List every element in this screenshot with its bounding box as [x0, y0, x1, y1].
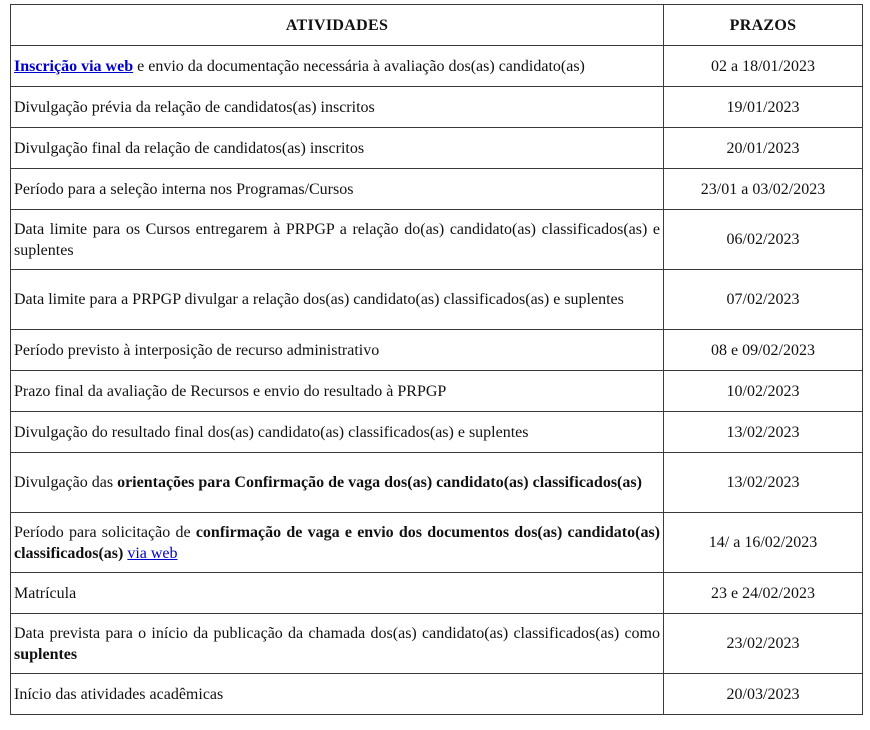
table-row [11, 128, 863, 169]
deadline-cell: 20/01/2023 [664, 128, 863, 169]
deadline-cell: 19/01/2023 [664, 87, 863, 128]
table-row [11, 573, 863, 614]
activity-text: Período para solicitação de [14, 523, 196, 541]
table-row [11, 371, 863, 412]
activity-cell: Matrícula [11, 573, 664, 614]
header-deadlines: PRAZOS [664, 5, 863, 46]
deadline-cell: 13/02/2023 [664, 453, 863, 513]
table-row [11, 210, 863, 270]
activity-cell: Divulgação final da relação de candidatos(as) inscritos [11, 128, 664, 169]
confirmation-web-link[interactable]: via web [127, 544, 178, 562]
activity-cell [11, 614, 664, 674]
activity-bold-text: orientações para Confirmação de vaga dos(as) candidato(as) classificados(as) [117, 474, 642, 491]
deadline-cell: 02 a 18/01/2023 [664, 46, 863, 87]
deadline-cell: 07/02/2023 [664, 270, 863, 330]
activity-cell [11, 513, 664, 573]
deadline-cell: 14/ a 16/02/2023 [664, 513, 863, 573]
deadline-cell: 20/03/2023 [664, 674, 863, 715]
registration-web-link[interactable]: Inscrição via web [14, 57, 134, 75]
activity-text: Data prevista para o início da publicação da chamada dos(as) candidato(as) classificados(as) como [14, 624, 660, 642]
table-row [11, 270, 863, 330]
table-row [11, 169, 863, 210]
deadline-cell: 23/01 a 03/02/2023 [664, 169, 863, 210]
table-row [11, 330, 863, 371]
table-row [11, 674, 863, 715]
deadline-cell: 10/02/2023 [664, 371, 863, 412]
table-row [11, 453, 863, 513]
deadline-cell: 13/02/2023 [664, 412, 863, 453]
deadline-cell: 06/02/2023 [664, 210, 863, 270]
table-row [11, 46, 863, 87]
schedule-table [10, 4, 863, 715]
activity-cell: Início das atividades acadêmicas [11, 674, 664, 715]
table-row [11, 87, 863, 128]
activity-text: e envio da documentação necessária à avaliação dos(as) candidato(as) [133, 57, 585, 75]
deadline-cell: 08 e 09/02/2023 [664, 330, 863, 371]
activity-cell [11, 453, 664, 513]
activity-cell: Data limite para os Cursos entregarem à PRPGP a relação do(as) candidato(as) classificados(as) e suplentes [11, 210, 664, 270]
activity-bold-text: confirmação de vaga e envio dos documentos dos(as) candidato(as) classificados(as) [14, 523, 660, 562]
activity-text: Divulgação das [14, 474, 118, 491]
header-row [11, 5, 863, 46]
activity-cell: Divulgação prévia da relação de candidatos(as) inscritos [11, 87, 664, 128]
deadline-cell: 23/02/2023 [664, 614, 863, 674]
activity-cell: Período para a seleção interna nos Programas/Cursos [11, 169, 664, 210]
activity-cell: Período previsto à interposição de recurso administrativo [11, 330, 664, 371]
table-row [11, 412, 863, 453]
activity-cell [11, 46, 664, 87]
deadline-cell: 23 e 24/02/2023 [664, 573, 863, 614]
activity-cell: Divulgação do resultado final dos(as) candidato(as) classificados(as) e suplentes [11, 412, 664, 453]
table-row [11, 513, 863, 573]
activity-bold-text: suplentes [14, 645, 78, 663]
activity-cell: Prazo final da avaliação de Recursos e envio do resultado à PRPGP [11, 371, 664, 412]
header-activities: ATIVIDADES [11, 5, 664, 46]
table-row [11, 614, 863, 674]
activity-cell: Data limite para a PRPGP divulgar a relação dos(as) candidato(as) classificados(as) e suplentes [11, 270, 664, 330]
